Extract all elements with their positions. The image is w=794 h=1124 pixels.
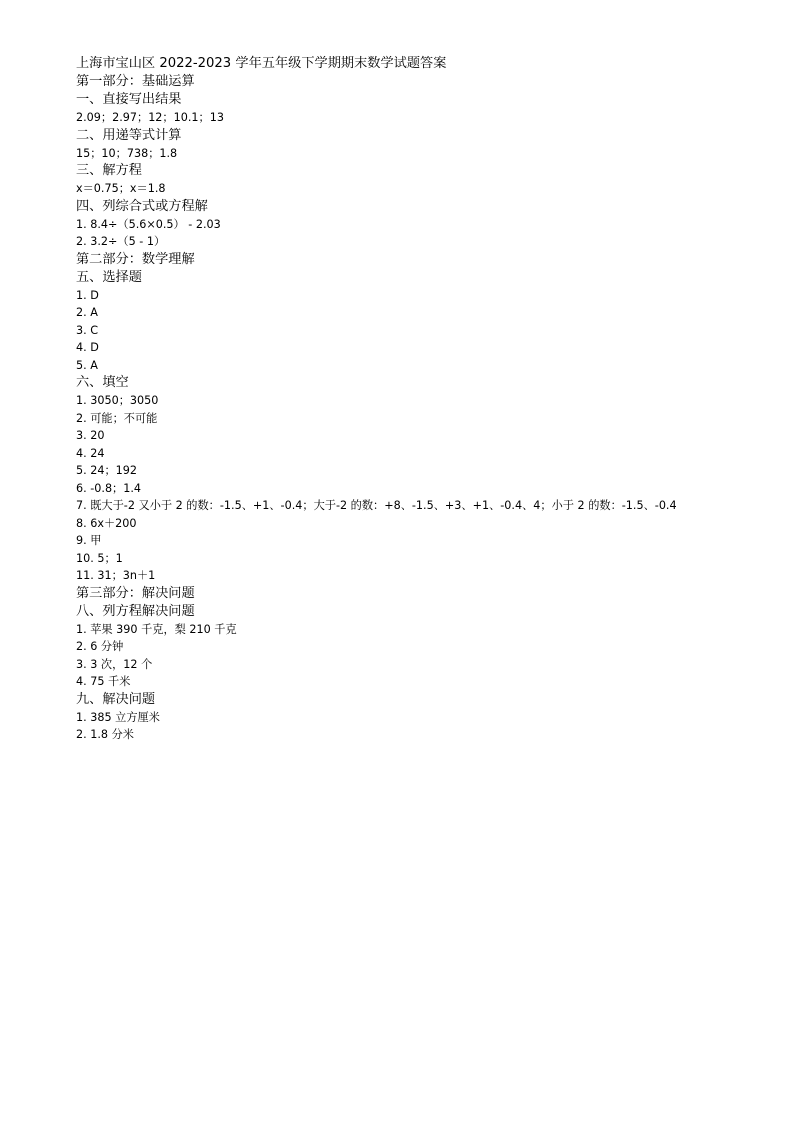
answer-line: 2.09；2.97；12；10.1；13 [76, 111, 224, 124]
section-heading: 第一部分：基础运算 [76, 74, 195, 89]
answer-line: 5. 24；192 [76, 464, 138, 477]
answer-line: 1. 8.4÷（5.6×0.5） - 2.03 [76, 217, 221, 231]
section-heading: 六、填空 [76, 375, 129, 390]
answer-line: 2. 6 分钟 [76, 640, 124, 653]
answer-line: 2. 可能；不可能 [76, 411, 158, 425]
answer-line: 3. 3 次，12 个 [76, 657, 153, 671]
answer-line: 2. A [76, 306, 98, 319]
answer-line: 4. 24 [76, 446, 105, 460]
answer-line: 10. 5；1 [76, 551, 123, 565]
answer-line: 4. D [76, 341, 99, 354]
answer-line: 6. -0.8；1.4 [76, 481, 142, 495]
document-title: 上海市宝山区 2022-2023 学年五年级下学期期末数学试题答案 [76, 56, 447, 71]
section-heading: 九、解决问题 [76, 691, 156, 707]
answer-line: 3. C [76, 323, 99, 337]
answer-document [76, 55, 736, 744]
section-heading: 二、用递等式计算 [76, 127, 182, 143]
answer-line: 2. 3.2÷（5 - 1） [76, 235, 166, 248]
answer-line: 1. D [76, 288, 99, 302]
section-heading: 五、选择题 [76, 269, 142, 285]
section-heading: 八、列方程解决问题 [76, 603, 195, 619]
answer-line: 7. 既大于-2 又小于 2 的数：-1.5、+1、-0.4；大于-2 的数：+8、-1.5、+3、+1、-0.4、4；小于 2 的数：-1.5、-0.4 [76, 499, 677, 512]
answer-line: 9. 甲 [76, 534, 102, 547]
answer-line: 15；10；738；1.8 [76, 146, 178, 160]
answer-line: 3. 20 [76, 429, 105, 442]
section-heading: 一、直接写出结果 [76, 92, 182, 107]
answer-line: 1. 苹果 390 千克，梨 210 千克 [76, 622, 237, 636]
answer-line: 2. 1.8 分米 [76, 728, 134, 741]
answer-line: 8. 6x＋200 [76, 516, 137, 530]
answer-line: 1. 3050；3050 [76, 394, 159, 407]
section-heading: 三、解方程 [76, 163, 142, 178]
section-heading: 第二部分：数学理解 [76, 251, 195, 267]
section-heading: 第三部分：解决问题 [76, 585, 195, 601]
document-body [76, 73, 736, 744]
answer-line: x＝0.75；x＝1.8 [76, 182, 166, 195]
answer-line: 4. 75 千米 [76, 675, 131, 688]
answer-line: 1. 385 立方厘米 [76, 710, 160, 724]
section-heading: 四、列综合式或方程解 [76, 198, 208, 214]
answer-line: 5. A [76, 358, 98, 372]
answer-line: 11. 31；3n＋1 [76, 569, 156, 582]
